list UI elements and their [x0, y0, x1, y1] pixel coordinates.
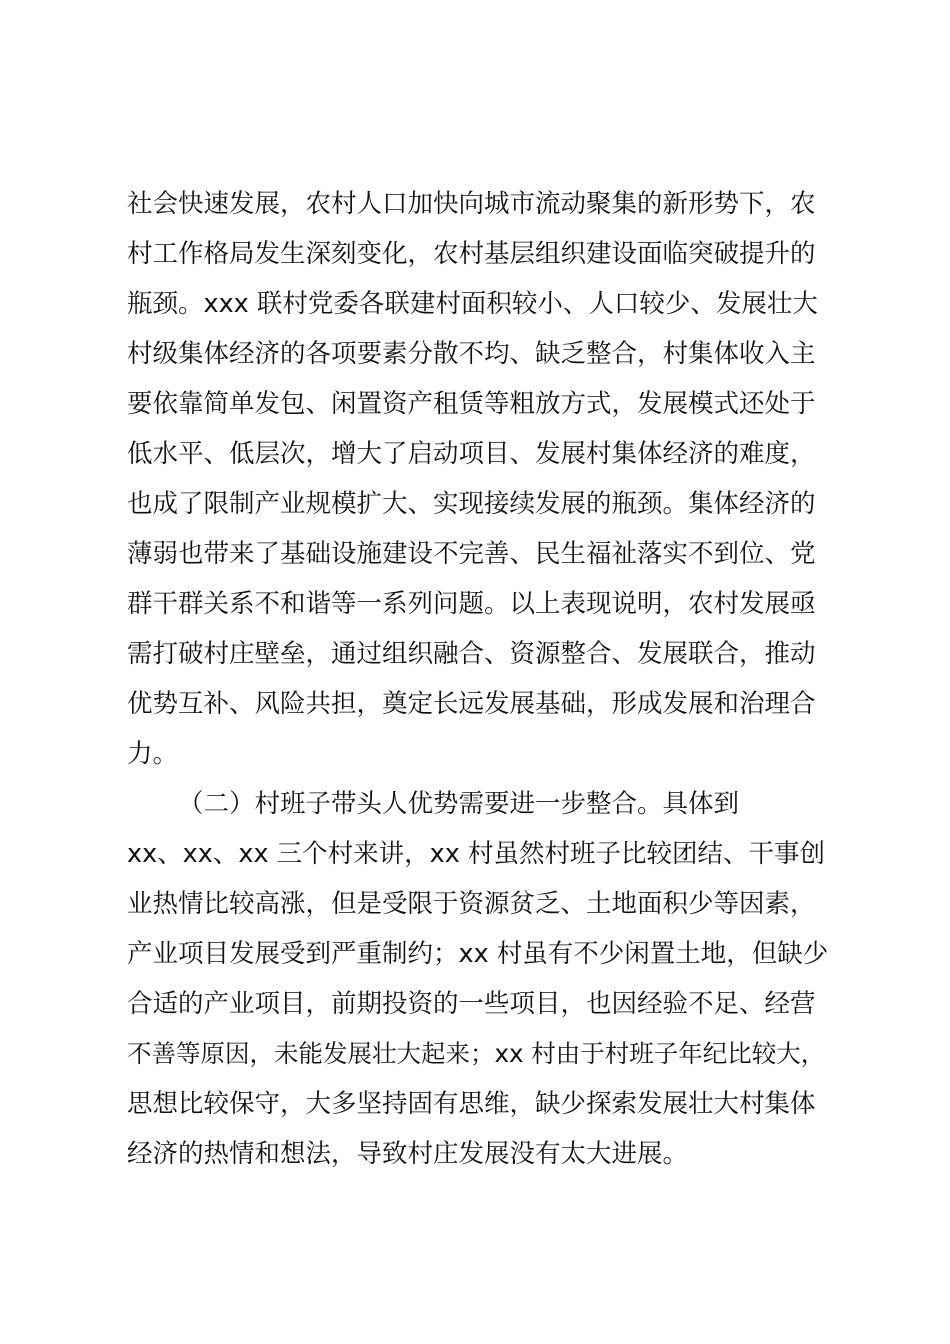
text-line: 不善等原因，未能发展壮大起来；xx 村由于村班子年纪比较大， — [127, 1039, 826, 1068]
text-line: 需打破村庄壁垒，通过组织融合、资源整合、发展联合，推动 — [127, 639, 816, 669]
text-line: 合适的产业项目，前期投资的一些项目，也因经验不足、经营 — [127, 989, 816, 1019]
text-line: 产业项目发展受到严重制约；xx 村虽有不少闲置土地，但缺少 — [127, 939, 829, 969]
text-line: 低水平、低层次，增大了启动项目、发展村集体经济的难度， — [127, 439, 816, 469]
text-line: 优势互补、风险共担，奠定长远发展基础，形成发展和治理合 — [127, 689, 816, 719]
text-line: 也成了限制产业规模扩大、实现接续发展的瓶颈。集体经济的 — [127, 489, 816, 519]
text-line: 思想比较保守，大多坚持固有思维，缺少探索发展壮大村集体 — [127, 1089, 816, 1119]
section-heading-line: （二）村班子带头人优势需要进一步整合。具体到 — [178, 789, 740, 819]
text-line: 薄弱也带来了基础设施建设不完善、民生福祉落实不到位、党 — [127, 539, 816, 569]
text-line: 村级集体经济的各项要素分散不均、缺乏整合，村集体收入主 — [127, 339, 816, 369]
text-line: 社会快速发展，农村人口加快向城市流动聚集的新形势下，农 — [127, 189, 816, 219]
text-line: xx、xx、xx 三个村来讲，xx 村虽然村班子比较团结、干事创 — [127, 839, 825, 869]
text-line: 群干群关系不和谐等一系列问题。以上表现说明，农村发展亟 — [127, 589, 816, 619]
text-line: 要依靠简单发包、闲置资产租赁等粗放方式，发展模式还处于 — [127, 389, 816, 419]
text-line: 村工作格局发生深刻变化，农村基层组织建设面临突破提升的 — [127, 239, 816, 269]
text-line: 业热情比较高涨，但是受限于资源贫乏、土地面积少等因素， — [127, 889, 816, 919]
text-line: 力。 — [127, 739, 179, 769]
text-line: 瓶颈。xxx 联村党委各联建村面积较小、人口较少、发展壮大 — [127, 289, 818, 319]
text-line: 经济的热情和想法，导致村庄发展没有太大进展。 — [127, 1139, 689, 1169]
